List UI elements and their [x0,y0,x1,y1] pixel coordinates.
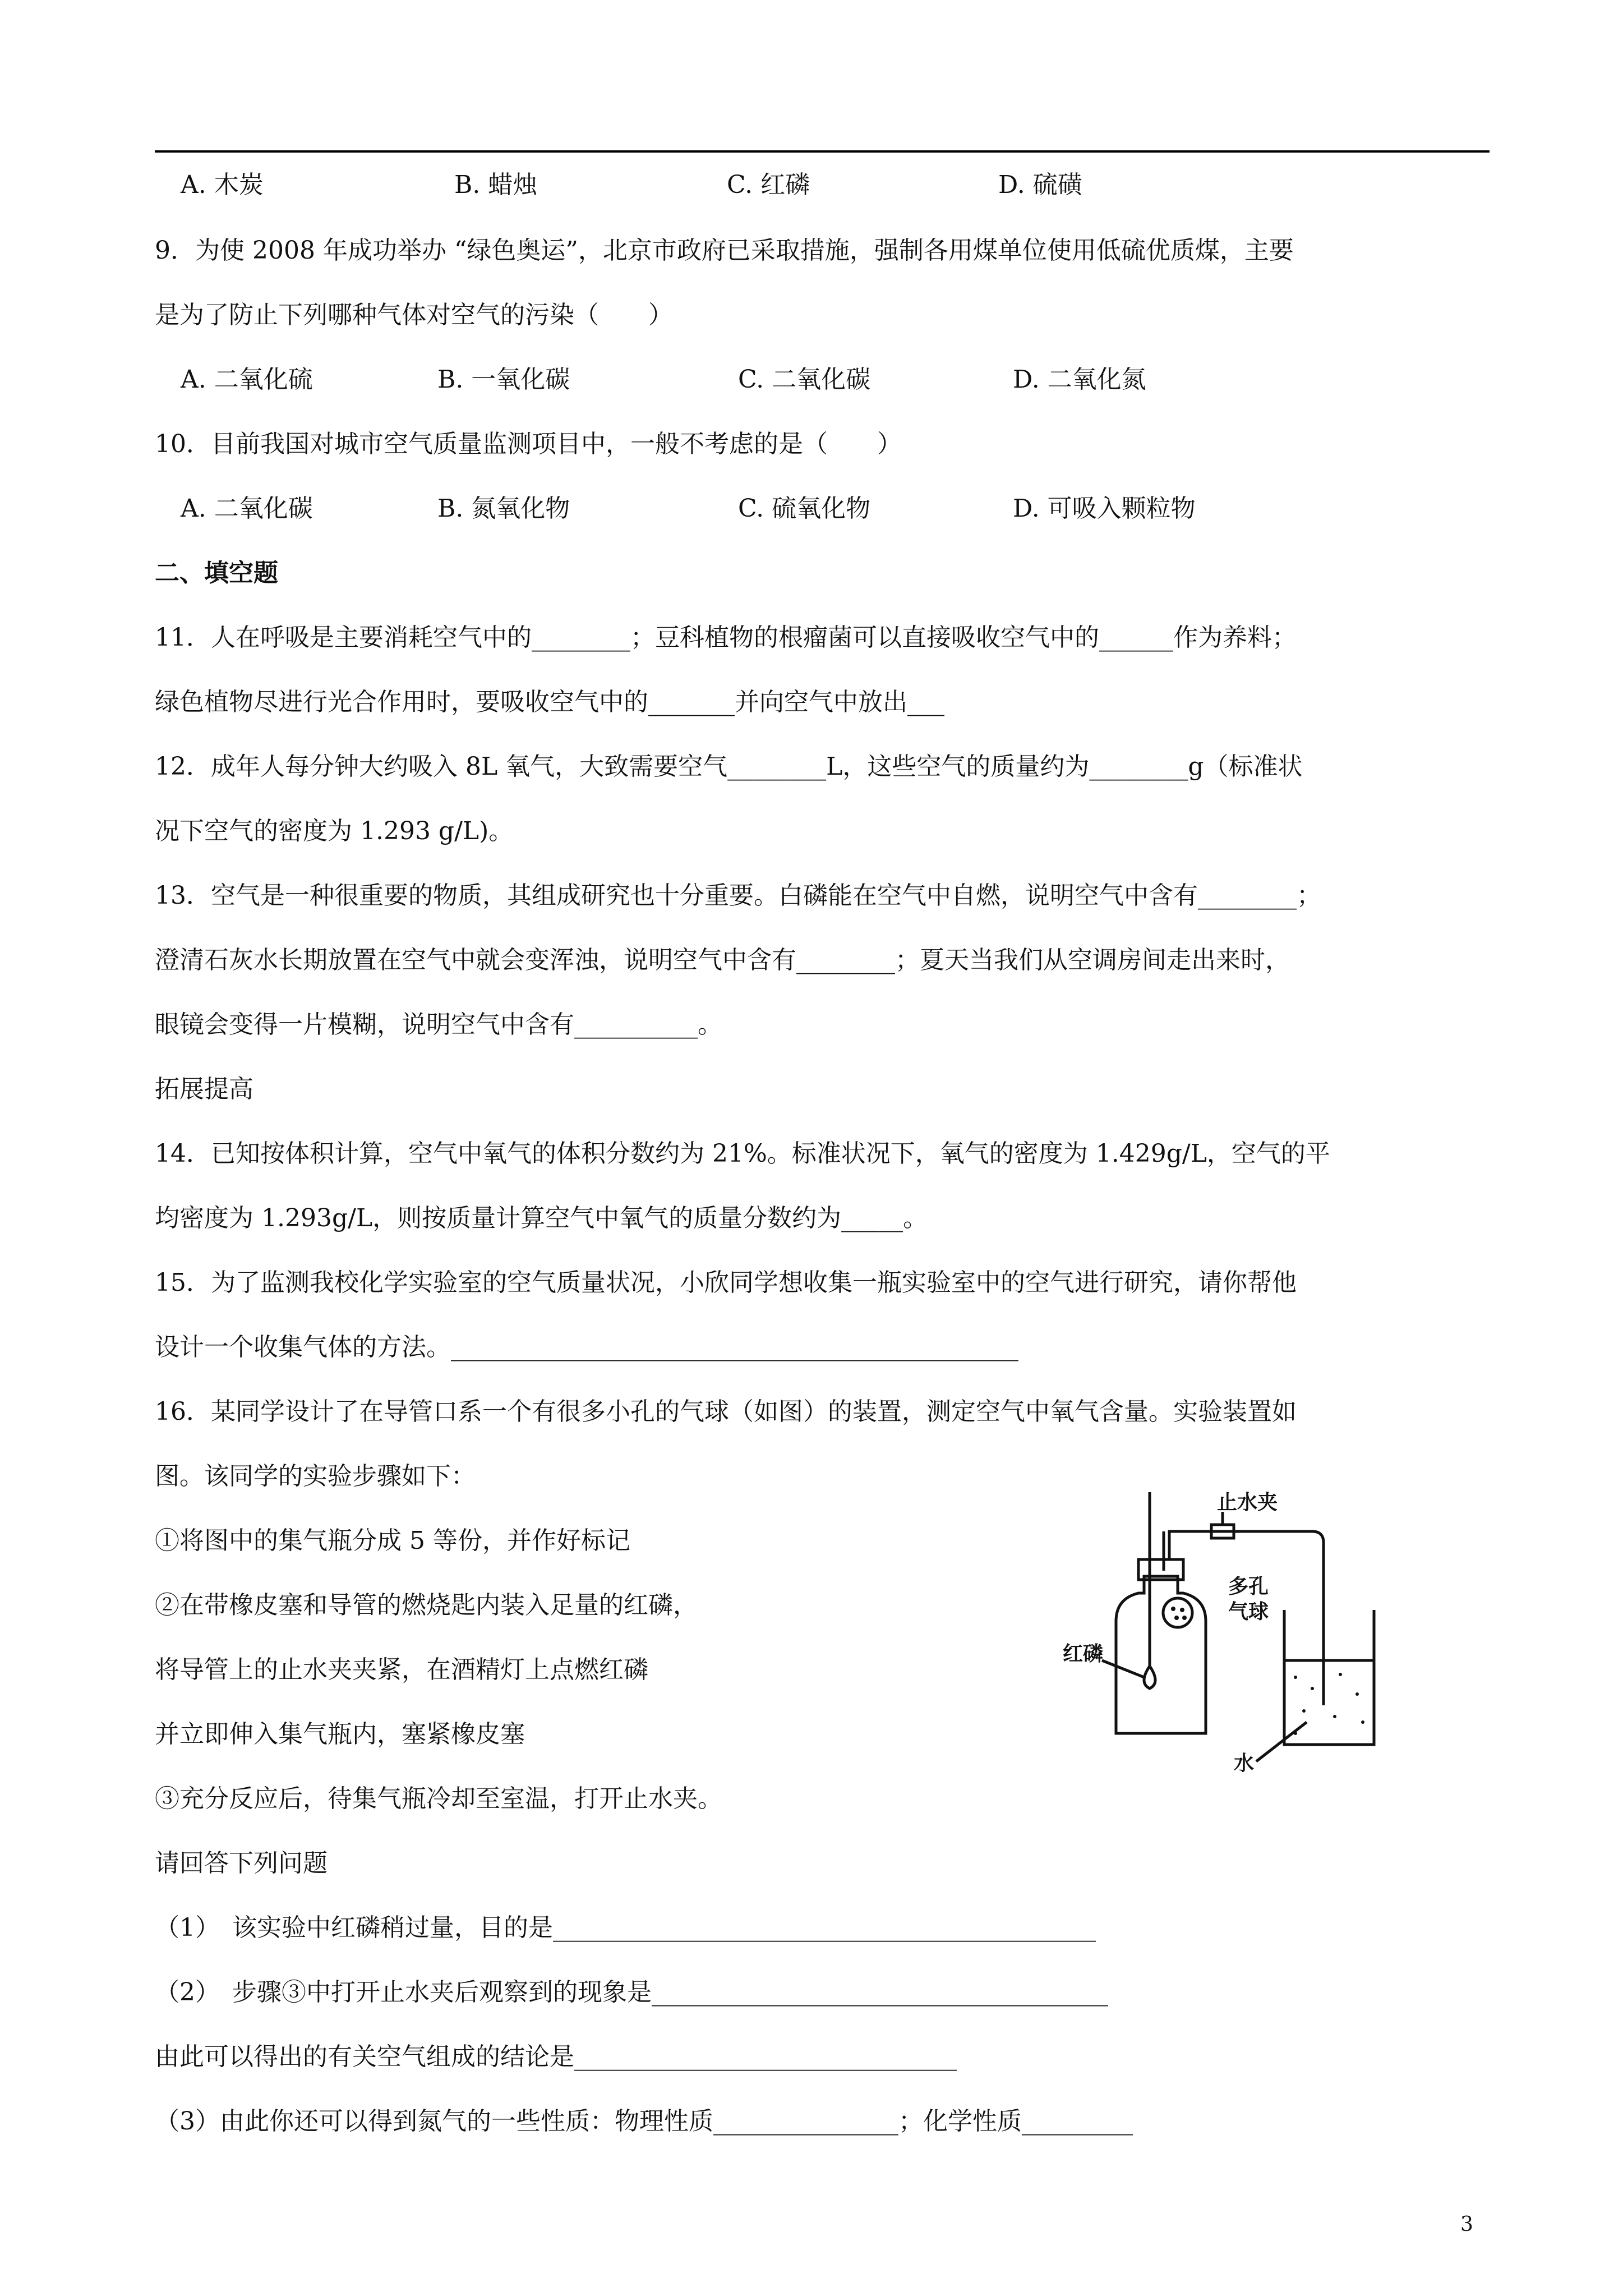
section-extend-title: 拓展提高 [155,1075,253,1103]
q16-sub-2: （2） 步骤③中打开止水夹后观察到的现象是_____________________________________ [155,1978,1108,2007]
q13-line-3: 眼镜会变得一片模糊，说明空气中含有__________。 [155,1010,722,1039]
q16-sub-3: （3）由此你还可以得到氮气的一些性质：物理性质_______________；化学性质_________ [155,2107,1133,2136]
q9-option-a: A. 二氧化硫 [181,365,313,394]
q8-option-c: C. 红磷 [727,171,810,199]
q15-line-1: 15．为了监测我校化学实验室的空气质量状况，小欣同学想收集一瓶实验室中的空气进行研究，请你帮他 [155,1268,1297,1297]
figure-label-balloon-1: 多孔 [1228,1575,1269,1598]
apparatus-figure [1049,1481,1419,1773]
q15-line-2: 设计一个收集气体的方法。______________________________________________ [155,1333,1018,1361]
q9-option-d: D. 二氧化氮 [1013,365,1146,394]
q16-sub-2b: 由此可以得出的有关空气组成的结论是_______________________________ [155,2042,957,2071]
q14-line-2: 均密度为 1.293g/L，则按质量计算空气中氧气的质量分数约为_____。 [155,1204,928,1232]
q11-line-1: 11．人在呼吸是主要消耗空气中的________；豆科植物的根瘤菌可以直接吸收空气中的______作为养料； [155,623,1297,652]
q8-option-a: A. 木炭 [181,171,264,199]
q11-line-2: 绿色植物尽进行光合作用时，要吸收空气中的_______并向空气中放出___ [155,688,944,716]
q10-option-a: A. 二氧化碳 [181,494,313,523]
q16-step-2b: 将导管上的止水夹夹紧，在酒精灯上点燃红磷 [155,1655,648,1684]
page-number: 3 [1460,2213,1473,2236]
figure-label-phosphorus: 红磷 [1063,1642,1104,1665]
q10-option-d: D. 可吸入颗粒物 [1013,494,1196,523]
figure-label-clamp: 止水夹 [1217,1491,1278,1514]
section-fill-in-title: 二、填空题 [155,559,278,587]
q8-option-d: D. 硫磺 [998,171,1082,199]
q16-step-1: ①将图中的集气瓶分成 5 等份，并作好标记 [155,1526,630,1555]
q16-prompt: 请回答下列问题 [155,1849,328,1878]
q10-line-1: 10．目前我国对城市空气质量监测项目中，一般不考虑的是（ ） [155,430,902,458]
q8-option-b: B. 蜡烛 [454,171,538,199]
q14-line-1: 14．已知按体积计算，空气中氧气的体积分数约为 21%。标准状况下，氧气的密度为 1.429g/L，空气的平 [155,1139,1330,1168]
q16-sub-1: （1） 该实验中红磷稍过量，目的是____________________________________________ [155,1913,1096,1942]
q10-option-c: C. 硫氧化物 [738,494,871,523]
q12-line-2: 况下空气的密度为 1.293 g/L)。 [155,817,514,845]
q16-step-2c: 并立即伸入集气瓶内，塞紧橡皮塞 [155,1720,525,1749]
q9-line-2: 是为了防止下列哪种气体对空气的污染（ ） [155,301,673,329]
figure-label-water: 水 [1234,1752,1255,1773]
q16-line-2: 图。该同学的实验步骤如下： [155,1462,476,1490]
q13-line-1: 13．空气是一种很重要的物质，其组成研究也十分重要。白磷能在空气中自燃，说明空气中含有________； [155,881,1321,910]
q16-step-3: ③充分反应后，待集气瓶冷却至室温，打开止水夹。 [155,1784,722,1813]
q13-line-2: 澄清石灰水长期放置在空气中就会变浑浊，说明空气中含有________；夏天当我们从空调房间走出来时， [155,946,1290,974]
q9-line-1: 9．为使 2008 年成功举办 “绿色奥运”，北京市政府已采取措施，强制各用煤单位使用低硫优质煤，主要 [155,236,1294,265]
q16-line-1: 16．某同学设计了在导管口系一个有很多小孔的气球（如图）的装置，测定空气中氧气含量。实验装置如 [155,1397,1297,1426]
q9-option-b: B. 一氧化碳 [437,365,570,394]
q12-line-1: 12．成年人每分钟大约吸入 8L 氧气，大致需要空气________L，这些空气的质量约为________g（标准状 [155,752,1303,781]
header-rule [155,150,1490,153]
q10-option-b: B. 氮氧化物 [437,494,570,523]
q9-option-c: C. 二氧化碳 [738,365,871,394]
figure-label-balloon-2: 气球 [1228,1600,1269,1623]
q16-step-2a: ②在带橡皮塞和导管的燃烧匙内装入足量的红磷， [155,1591,698,1619]
